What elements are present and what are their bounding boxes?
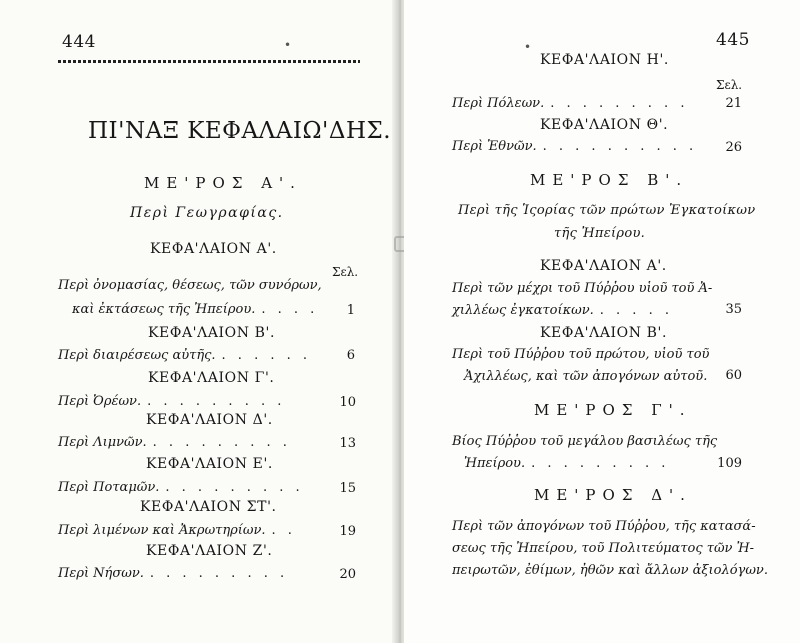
chapter-heading: ΚΕΦΑ'ΛΑΙΟΝ Γ'.	[148, 370, 275, 386]
index-title: ΠΙ'ΝΑΞ ΚΕΦΑΛΑΙΩ'ΔΗΣ.	[88, 118, 392, 144]
entry-page: 35	[725, 302, 742, 317]
entry-page: 26	[725, 140, 742, 155]
chapter-heading: ΚΕΦΑ'ΛΑΙΟΝ ΣΤ'.	[140, 499, 277, 515]
part-c-heading: ΜΕ'ΡΟΣ Γ'.	[534, 401, 692, 419]
entry-line: Ἠπείρου. . . . . . . . . .	[464, 456, 670, 471]
entry-line: χιλλέως ἐγκατοίκων. . . . . .	[452, 303, 673, 318]
entry-page: 20	[339, 567, 356, 582]
entry-line: σεως τῆς Ἠπείρου, τοῦ Πολιτεύματος τῶν Ἠ-	[452, 541, 754, 556]
right-page	[404, 0, 800, 643]
entry-page: 109	[717, 456, 742, 471]
entry-line: Περὶ τῶν μέχρι τοῦ Πύῤῥου υἱοῦ τοῦ Ἀ-	[452, 281, 713, 296]
entry-line: Περὶ τῶν ἀπογόνων τοῦ Πύῤῥου, τῆς κατασά-	[452, 519, 756, 534]
entry-line: Περὶ Ἐθνῶν. . . . . . . . . . .	[452, 139, 698, 154]
entry-line: Περὶ λιμένων καὶ Ἀκρωτηρίων. . .	[58, 523, 296, 538]
part-b-heading: ΜΕ'ΡΟΣ Β'.	[530, 171, 689, 189]
part-a-heading: ΜΕ'ΡΟΣ Α'.	[144, 174, 302, 192]
part-d-heading: ΜΕ'ΡΟΣ Δ'.	[534, 486, 692, 504]
entry-line: Περὶ Ποταμῶν. . . . . . . . . .	[58, 480, 304, 495]
page-number-left: 444	[62, 32, 96, 52]
left-page	[0, 0, 396, 643]
page-column-label: Σελ.	[332, 265, 359, 279]
entry-page: 13	[339, 436, 356, 451]
entry-line: Βίος Πύῤῥου τοῦ μεγάλου βασιλέως τῆς	[452, 434, 718, 449]
entry-page: 15	[339, 481, 356, 496]
print-dot: •	[284, 38, 292, 52]
entry-line: Περὶ Νήσων. . . . . . . . . .	[58, 566, 289, 581]
part-b-subtitle: τῆς Ἠπείρου.	[554, 226, 646, 241]
chapter-heading: ΚΕΦΑ'ΛΑΙΟΝ Η'.	[540, 52, 669, 68]
chapter-heading: ΚΕΦΑ'ΛΑΙΟΝ Β'.	[148, 325, 276, 341]
chapter-heading: ΚΕΦΑ'ΛΑΙΟΝ Δ'.	[146, 412, 273, 428]
entry-line: καὶ ἐκτάσεως τῆς Ἠπείρου. . . . .	[72, 302, 319, 317]
chapter-heading: ΚΕΦΑ'ΛΑΙΟΝ Α'.	[540, 258, 667, 274]
entry-page: 21	[725, 96, 742, 111]
entry-line: Περὶ τοῦ Πύῤῥου τοῦ πρώτου, υἱοῦ τοῦ	[452, 347, 710, 362]
part-b-subtitle: Περὶ τῆς Ἱςορίας τῶν πρώτων Ἐγκατοίκων	[458, 203, 756, 218]
entry-page: 1	[346, 303, 355, 318]
entry-line: Ἀχιλλέως, καὶ τῶν ἀπογόνων αὐτοῦ.	[464, 369, 708, 384]
ornament-rule	[58, 60, 360, 63]
entry-line: Περὶ Ὀρέων. . . . . . . . . .	[58, 394, 286, 409]
chapter-heading: ΚΕΦΑ'ΛΑΙΟΝ Α'.	[150, 241, 277, 257]
entry-line: πειρωτῶν, ἐθίμων, ἠθῶν καὶ ἄλλων ἀξιολόγων.	[452, 563, 768, 578]
entry-line: Περὶ Λιμνῶν. . . . . . . . . .	[58, 435, 291, 450]
entry-page: 10	[339, 395, 356, 410]
chapter-heading: ΚΕΦΑ'ΛΑΙΟΝ Β'.	[540, 325, 668, 341]
print-dot: •	[524, 40, 532, 54]
chapter-heading: ΚΕΦΑ'ΛΑΙΟΝ Ζ'.	[146, 543, 273, 559]
entry-page: 60	[725, 368, 742, 383]
entry-page: 19	[339, 524, 356, 539]
part-a-subtitle: Περὶ Γεωγραφίας.	[130, 205, 284, 221]
entry-line: Περὶ Πόλεων. . . . . . . . . .	[452, 96, 689, 111]
page-number-right: 445	[716, 30, 750, 50]
entry-line: Περὶ ὀνομασίας, θέσεως, τῶν συνόρων,	[58, 278, 322, 293]
page-column-label: Σελ.	[716, 78, 743, 92]
entry-page: 6	[346, 348, 355, 363]
chapter-heading: ΚΕΦΑ'ΛΑΙΟΝ Θ'.	[540, 117, 669, 133]
entry-line: Περὶ διαιρέσεως αὐτῆς. . . . . . .	[58, 348, 312, 363]
chapter-heading: ΚΕΦΑ'ΛΑΙΟΝ Ε'.	[146, 456, 273, 472]
